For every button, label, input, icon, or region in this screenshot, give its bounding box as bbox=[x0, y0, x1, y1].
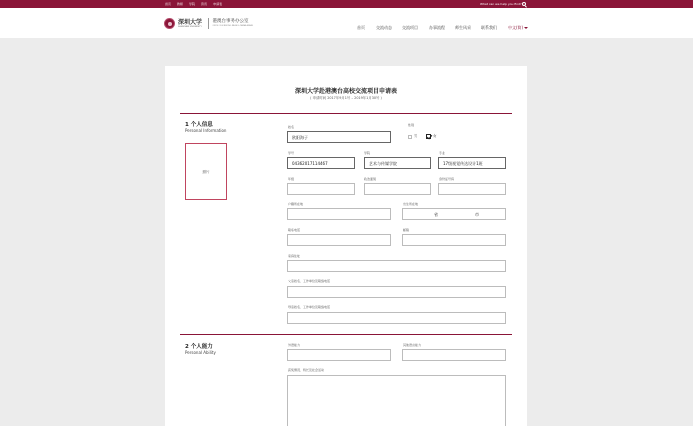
email-field[interactable] bbox=[402, 234, 506, 246]
major-label: 专业 bbox=[439, 151, 446, 155]
gender-male-label: 男 bbox=[414, 134, 418, 138]
section-divider bbox=[180, 113, 512, 114]
college-field[interactable]: 艺术与传媒学院 bbox=[364, 157, 431, 169]
top-link-application[interactable]: 申请表 bbox=[213, 2, 223, 6]
photo-label: 照片 bbox=[202, 170, 210, 174]
other-language-label: 其他语言能力 bbox=[403, 343, 422, 347]
chevron-down-icon[interactable] bbox=[524, 27, 528, 29]
form-title: 深圳大学赴港澳台高校交流项目申请表 bbox=[294, 88, 397, 95]
major-field[interactable]: 17级视觉传达设计1班 bbox=[438, 157, 506, 169]
section-subtitle-personal-info: Personal Information bbox=[185, 128, 227, 133]
section-title-personal-info: 1 个人信息 bbox=[185, 122, 213, 128]
site-header bbox=[0, 8, 693, 38]
mother-info-label: 母亲姓名、工作单位及联络电话 bbox=[288, 305, 331, 309]
nav-contact[interactable]: 联系我们 bbox=[481, 25, 497, 30]
awards-label: 获奖情况、特长及社会活动 bbox=[288, 368, 325, 372]
gender-female-checkbox[interactable] bbox=[426, 134, 431, 139]
father-info-field[interactable] bbox=[287, 286, 506, 298]
office-name-chinese: 港澳台事务办公室 bbox=[212, 19, 249, 24]
name-label: 姓名 bbox=[288, 125, 295, 129]
section-subtitle-personal-ability: Personal Ability bbox=[185, 350, 216, 355]
section-title-personal-ability: 2 个人能力 bbox=[185, 344, 213, 350]
top-link-teachers[interactable]: 教师 bbox=[177, 2, 184, 6]
father-info-label: 父亲姓名、工作单位及联络电话 bbox=[288, 279, 331, 283]
top-link-news[interactable]: 资讯 bbox=[201, 2, 208, 6]
other-language-field[interactable] bbox=[402, 349, 506, 361]
nav-exchange-news[interactable]: 交流动态 bbox=[376, 25, 392, 30]
top-links bbox=[165, 0, 222, 8]
birthplace-label: 出生所在地 bbox=[403, 202, 419, 206]
political-status-label: 政治面貌 bbox=[364, 177, 377, 181]
name-field[interactable]: 欧阳海子 bbox=[287, 131, 391, 143]
nav-gallery[interactable]: 师生风采 bbox=[455, 25, 471, 30]
student-id-field[interactable]: 04362017114467 bbox=[287, 157, 355, 169]
top-link-colleges[interactable]: 学院 bbox=[189, 2, 196, 6]
search-prompt[interactable]: What can we help you find? bbox=[480, 2, 522, 6]
photo-upload[interactable] bbox=[185, 143, 227, 200]
nav-procedures[interactable]: 办事流程 bbox=[429, 25, 445, 30]
foreign-language-field[interactable] bbox=[287, 349, 391, 361]
political-status-field[interactable] bbox=[364, 183, 431, 195]
form-period: ( 申请时间 2017年9月1号 – 2019年1月30号 ) bbox=[310, 96, 382, 100]
phone-field[interactable] bbox=[287, 234, 391, 246]
hukou-label: 户籍所在地 bbox=[288, 202, 304, 206]
logo-english: SHENZHEN UNIVERSITY bbox=[178, 25, 202, 28]
address-label: 家庭住址 bbox=[288, 254, 301, 258]
province-label: 省 bbox=[434, 212, 438, 217]
top-link-home[interactable]: 首页 bbox=[165, 2, 172, 6]
nav-home[interactable]: 首页 bbox=[357, 25, 365, 30]
email-label: 邮箱 bbox=[403, 228, 410, 232]
college-label: 学院 bbox=[364, 151, 371, 155]
mother-info-field[interactable] bbox=[287, 312, 506, 324]
top-utility-bar bbox=[0, 0, 693, 8]
application-form bbox=[165, 66, 527, 426]
address-field[interactable] bbox=[287, 260, 506, 272]
id-number-label: 身份证号码 bbox=[439, 177, 455, 181]
nav-exchange-programs[interactable]: 交流项目 bbox=[402, 25, 418, 30]
awards-textarea[interactable] bbox=[287, 375, 506, 426]
city-label: 市 bbox=[475, 212, 479, 217]
gender-label: 性别 bbox=[408, 123, 415, 127]
birthplace-field[interactable] bbox=[402, 208, 506, 220]
grade-field[interactable] bbox=[287, 183, 355, 195]
logo-chinese: 深圳大学 bbox=[178, 18, 203, 26]
foreign-language-label: 外语能力 bbox=[288, 343, 301, 347]
hukou-field[interactable] bbox=[287, 208, 391, 220]
section-divider bbox=[180, 334, 512, 335]
grade-label: 年级 bbox=[288, 177, 295, 181]
language-selector[interactable]: 中文(简) bbox=[508, 25, 524, 30]
main-nav bbox=[0, 25, 693, 31]
id-number-field[interactable] bbox=[438, 183, 506, 195]
office-name-english: OFFICE OF HONGKONG, MACAU & TAIWAN AFFAIRS bbox=[212, 26, 254, 27]
gender-male-radio[interactable] bbox=[408, 135, 412, 139]
phone-label: 联系电话 bbox=[288, 228, 301, 232]
gender-female-label: 女 bbox=[433, 134, 437, 138]
search-icon[interactable] bbox=[522, 2, 526, 6]
student-id-label: 学号 bbox=[288, 151, 295, 155]
